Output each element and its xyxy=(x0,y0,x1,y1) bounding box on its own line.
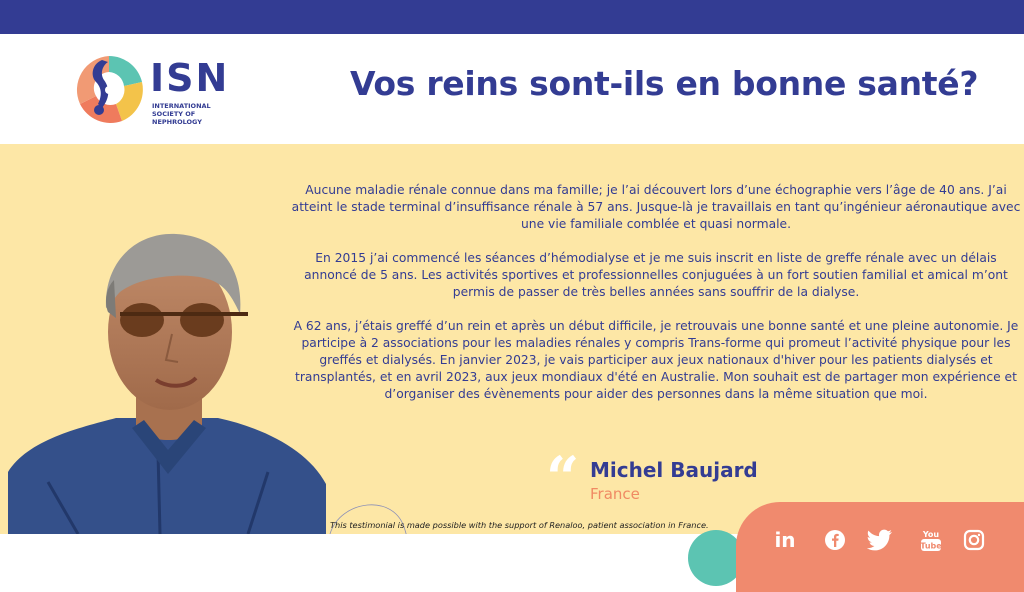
linkedin-icon[interactable]: in xyxy=(774,528,796,552)
page-title: Vos reins sont-ils en bonne santé? xyxy=(350,64,979,103)
author-name: Michel Baujard xyxy=(590,458,758,482)
story-paragraph-1: Aucune maladie rénale connue dans ma famille; je l’ai découvert lors d’une échographie vers l’âge de 40 ans. J’ai atteint le stade terminal d’insuffisance rénale à 57 ans. Jusque-là je travaillais en tant qu’ingénieur aéronautique avec une vie familiale comblée et quasi normale. xyxy=(291,183,1021,231)
quote-mark-icon: “ xyxy=(546,444,580,512)
instagram-icon[interactable] xyxy=(961,527,987,553)
author-country: France xyxy=(590,485,640,503)
testimonial-credit: This testimonial is made possible with the support of Renaloo, patient association in France. xyxy=(330,520,709,530)
portrait-photo xyxy=(8,222,326,534)
logo-wordmark: ISN xyxy=(150,56,230,100)
twitter-icon[interactable] xyxy=(867,527,893,553)
story-paragraph-2: En 2015 j’ai commencé les séances d’hémodialyse et je me suis inscrit en liste de greffe rénale avec un délais annoncé de 5 ans. Les activités sportives et professionnelles conjuguées à un fort soutien familial et amical m’ont permis de passer de très belles années sans souffrir de la dialyse. xyxy=(304,251,1008,299)
youtube-icon[interactable] xyxy=(918,527,944,553)
svg-text:You: You xyxy=(922,530,940,539)
svg-text:Tube: Tube xyxy=(920,541,942,551)
logo-subtitle: INTERNATIONAL SOCIETY OF NEPHROLOGY xyxy=(152,102,211,126)
facebook-icon[interactable] xyxy=(822,527,848,553)
testimonial-text xyxy=(288,182,1024,420)
story-paragraph-3: A 62 ans, j’étais greffé d’un rein et après un début difficile, je retrouvais une bonne santé et une pleine autonomie. Je participe à 2 associations pour les maladies rénales y compris Trans-forme qui promeut l’activité physique pour les greffés et dialysés. En janvier 2023, je vais participer aux jeux nationaux d'hiver pour les patients dialysés et transplantés, et en avril 2023, aux jeux mondiaux d'été en Australie. Mon souhait est de partager mon expérience et d’organiser des évènements pour aider des personnes dans la même situation que moi. xyxy=(293,319,1019,401)
